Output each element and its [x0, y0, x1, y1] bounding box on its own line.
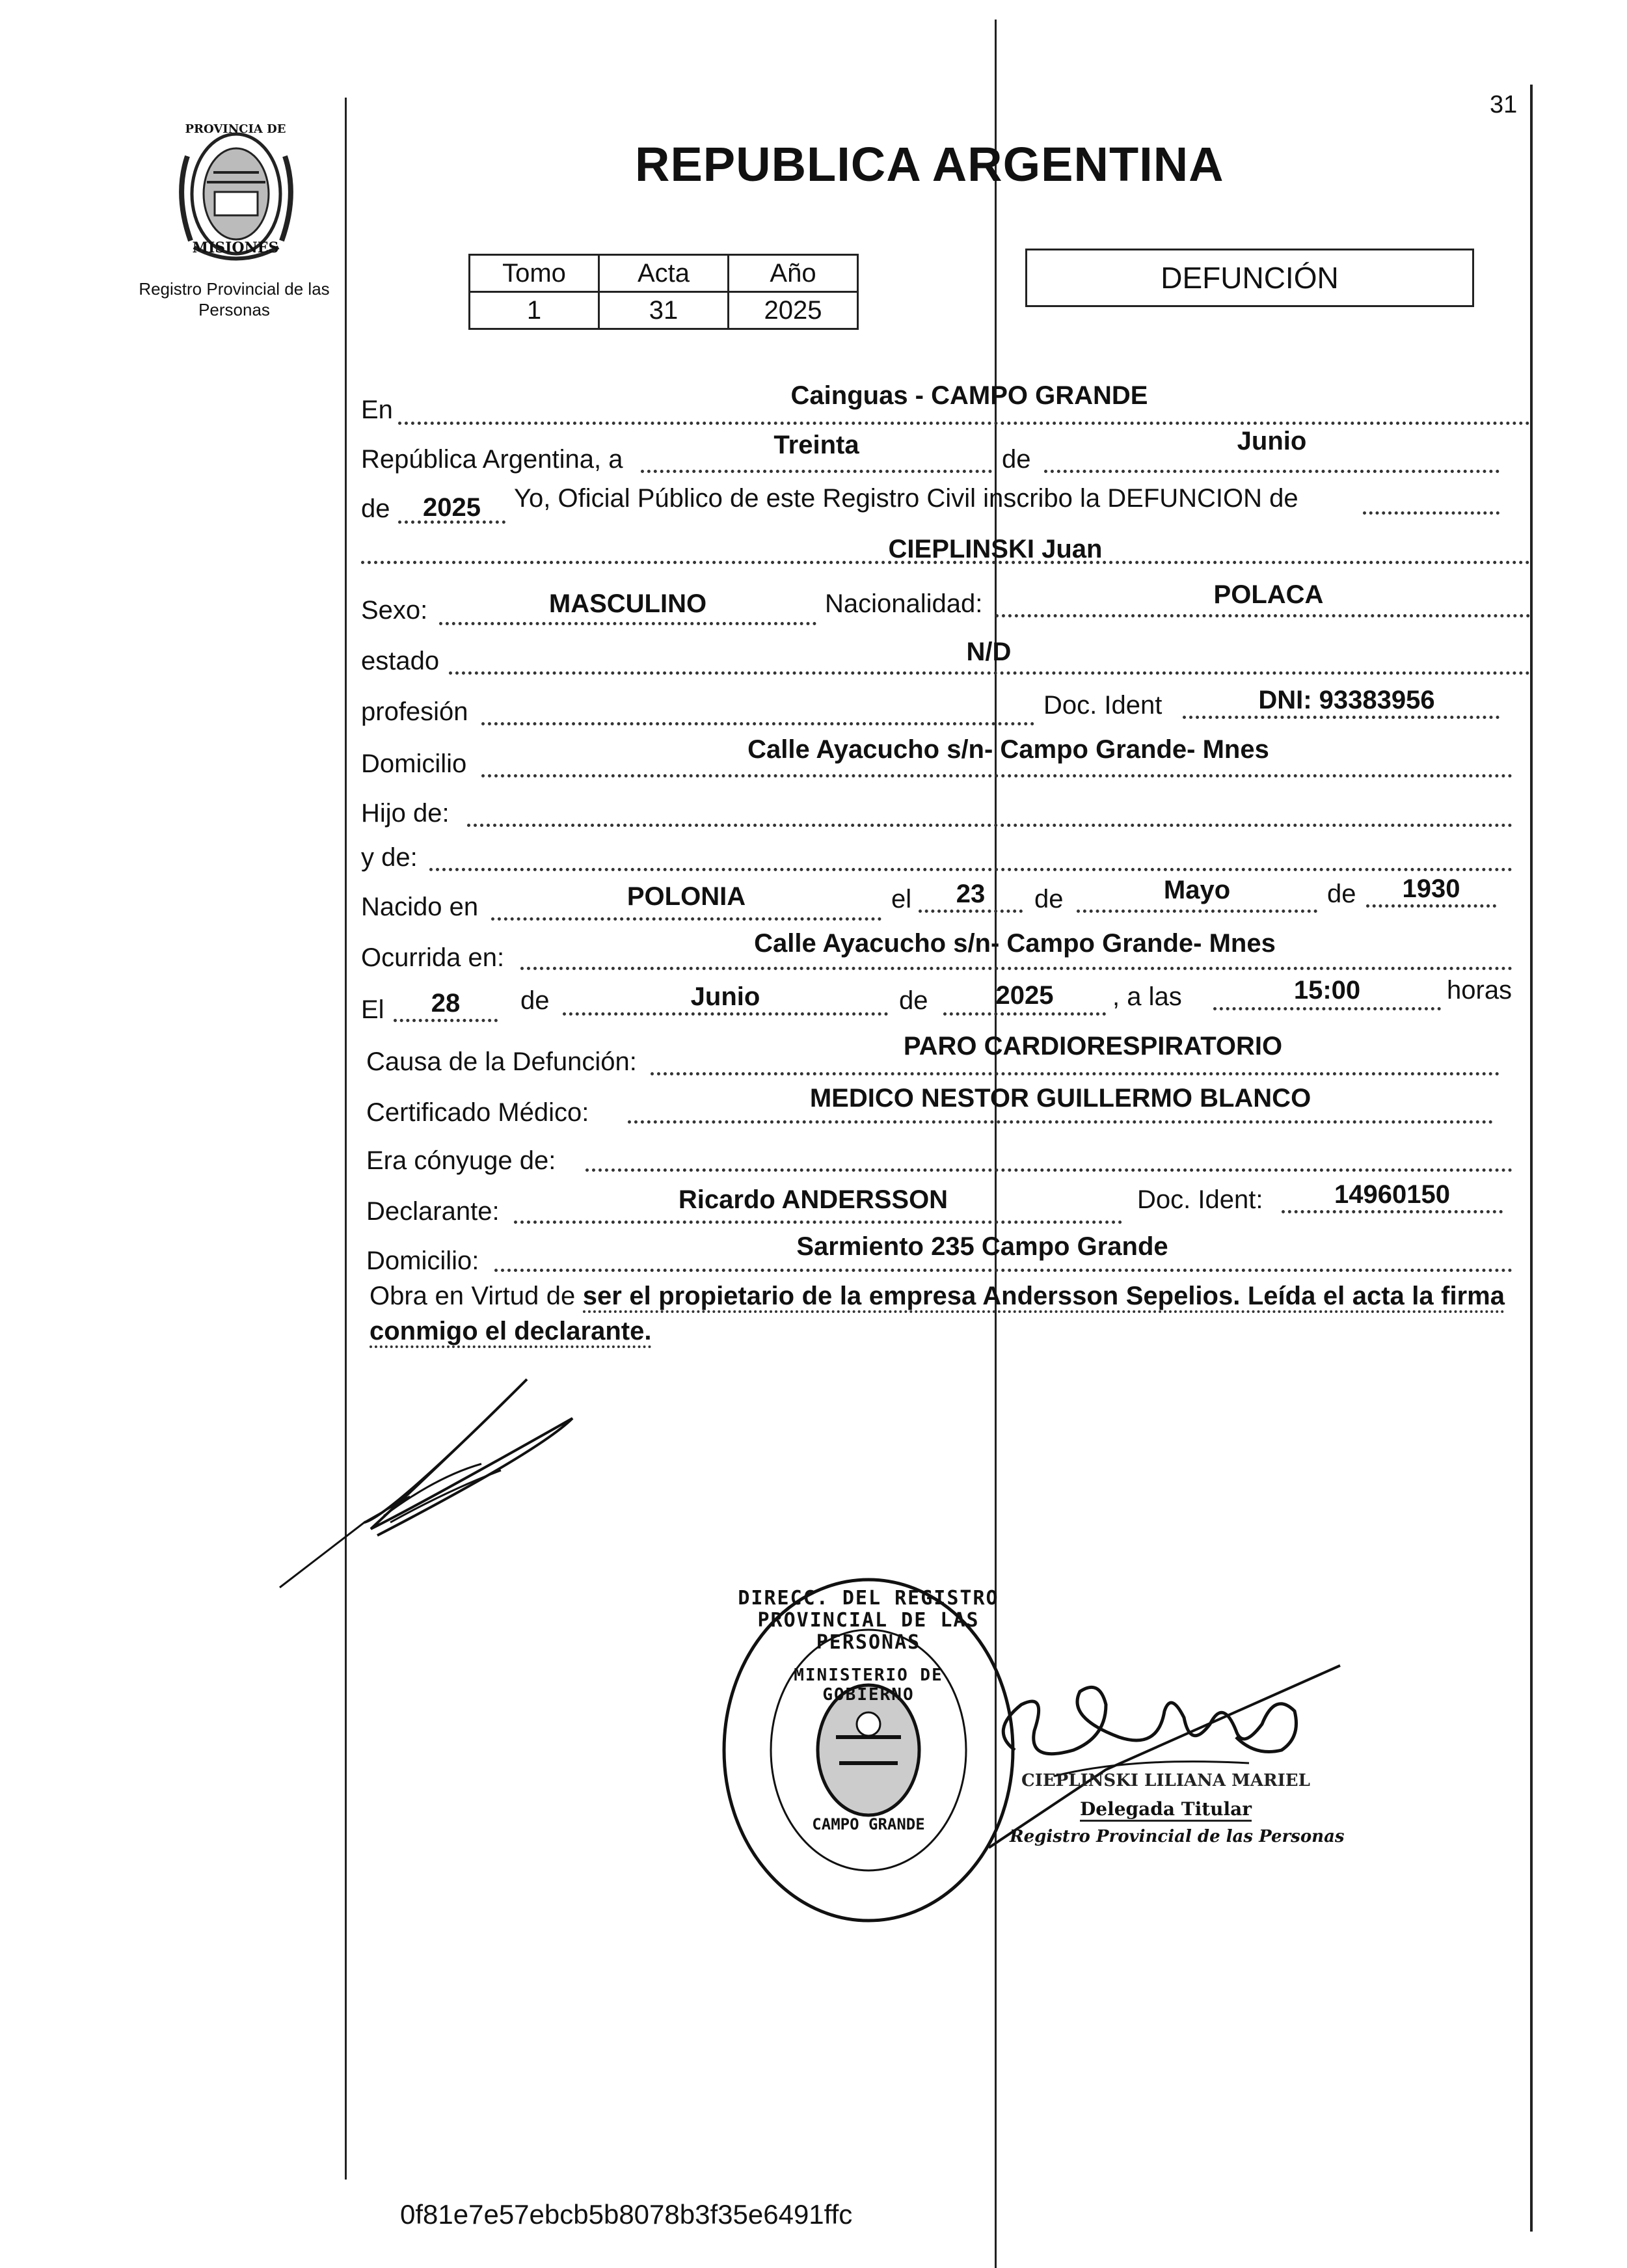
official-office: Registro Provincial de las Personas: [1010, 1827, 1345, 1846]
nacido-line: [491, 917, 881, 921]
nac-de2-label: de: [1327, 880, 1356, 908]
nac-dia-value: 23: [956, 880, 986, 908]
table-header-anio: Año: [729, 255, 858, 292]
registry-name: Registro Provincial de las Personas: [139, 279, 330, 319]
sexo-line: [439, 622, 816, 625]
nacionalidad-value: POLACA: [1213, 580, 1324, 609]
causa-value: PARO CARDIORESPIRATORIO: [903, 1032, 1283, 1060]
emblem-top-text: PROVINCIA DE: [185, 122, 286, 136]
domicilio-value: Calle Ayacucho s/n- Campo Grande- Mnes: [747, 735, 1269, 764]
hijo-line: [467, 824, 1513, 827]
domicilio-line: [481, 774, 1513, 777]
en-label: En: [361, 396, 393, 424]
table-header-acta: Acta: [599, 255, 729, 292]
stamp-outer-text: DIRECC. DEL REGISTRO PROVINCIAL DE LAS PERSONAS: [738, 1587, 999, 1654]
page-number: 31: [1490, 91, 1518, 118]
nac-anio-value: 1930: [1402, 874, 1460, 903]
document-hash: 0f81e7e57ebcb5b8078b3f35e6491ffc: [400, 2199, 853, 2230]
certificado-line: [628, 1120, 1493, 1124]
domicilio2-line: [494, 1269, 1513, 1272]
republica-label: República Argentina, a: [361, 445, 623, 474]
obra-label: Obra en Virtud de: [370, 1282, 576, 1310]
inscribo-line: [1363, 511, 1499, 515]
causa-label: Causa de la Defunción:: [366, 1047, 637, 1076]
certificado-label: Certificado Médico:: [366, 1098, 589, 1127]
nacionalidad-label: Nacionalidad:: [825, 589, 983, 618]
nacido-value: POLONIA: [626, 882, 746, 911]
table-value-tomo: 1: [470, 292, 599, 329]
sexo-label: Sexo:: [361, 596, 428, 625]
domicilio-label: Domicilio: [361, 749, 467, 778]
y-de-label: y de:: [361, 843, 418, 872]
def-anio-value: 2025: [995, 981, 1054, 1010]
declarante-value: Ricardo ANDERSSON: [678, 1185, 948, 1214]
en-line: [398, 422, 1530, 425]
table-value-anio: 2025: [729, 292, 858, 329]
el-label: el: [891, 885, 912, 913]
nac-mes-value: Mayo: [1163, 876, 1231, 904]
profesion-label: profesión: [361, 697, 468, 726]
domicilio2-label: Domicilio:: [366, 1247, 479, 1275]
ocurrida-value: Calle Ayacucho s/n- Campo Grande- Mnes: [754, 929, 1276, 958]
declarant-signature: [267, 1366, 605, 1600]
def-mes-line: [563, 1012, 888, 1016]
estado-label: estado: [361, 647, 440, 675]
table-header-tomo: Tomo: [470, 255, 599, 292]
def-de-label: de: [520, 986, 550, 1015]
declarante-label: Declarante:: [366, 1197, 500, 1226]
inscribo-text: Yo, Oficial Público de este Registro Civil inscribo la DEFUNCION de: [514, 484, 1298, 513]
emblem-bottom-text: MISIONES: [192, 239, 279, 256]
stamp-bottom-text: CAMPO GRANDE: [812, 1815, 925, 1833]
anio-value: 2025: [423, 493, 481, 522]
nac-dia-line: [919, 910, 1023, 913]
table-value-acta: 31: [599, 292, 729, 329]
nac-de-label: de: [1034, 885, 1064, 913]
doc-ident-label: Doc. Ident: [1043, 691, 1163, 720]
domicilio2-value: Sarmiento 235 Campo Grande: [796, 1232, 1168, 1261]
right-margin-line: [1530, 85, 1533, 2232]
estado-value: N/D: [966, 638, 1012, 666]
nacido-label: Nacido en: [361, 893, 479, 921]
de-label: de: [1002, 445, 1031, 474]
register-table: [468, 254, 859, 330]
doc-ident-value: DNI: 93383956: [1258, 686, 1435, 714]
def-mes-value: Junio: [690, 982, 760, 1011]
de-anio-label: de: [361, 494, 390, 523]
estado-line: [449, 671, 1530, 675]
certificado-value: MEDICO NESTOR GUILLERMO BLANCO: [809, 1084, 1311, 1113]
official-name: CIEPLINSKI LILIANA MARIEL: [1021, 1771, 1310, 1790]
doc-ident2-line: [1282, 1210, 1503, 1213]
mes-value: Junio: [1237, 427, 1307, 455]
nac-anio-line: [1366, 904, 1496, 908]
official-role: Delegada Titular: [1080, 1798, 1252, 1822]
document-type-box: DEFUNCIÓN: [1025, 249, 1474, 307]
horas-label: horas: [1447, 976, 1513, 1005]
y-de-line: [429, 868, 1513, 871]
sexo-value: MASCULINO: [548, 589, 707, 618]
page-title: REPUBLICA ARGENTINA: [635, 137, 1224, 191]
left-margin-line: [345, 98, 347, 2180]
profesion-line: [481, 722, 1034, 725]
conyuge-line: [585, 1168, 1513, 1172]
a-las-label: , a las: [1112, 982, 1182, 1011]
declarante-line: [514, 1221, 1122, 1224]
deceased-name: CIEPLINSKI Juan: [888, 535, 1103, 563]
doc-ident2-label: Doc. Ident:: [1137, 1185, 1263, 1214]
ocurrida-line: [520, 967, 1513, 970]
stamp-inner-text: MINISTERIO DE GOBIERNO: [794, 1666, 943, 1705]
el2-label: El: [361, 995, 384, 1024]
dia-line: [641, 470, 992, 473]
causa-line: [651, 1072, 1499, 1075]
nacionalidad-line: [995, 614, 1530, 617]
hora-value: 15:00: [1293, 976, 1361, 1005]
doc-ident-line: [1183, 716, 1499, 719]
nac-mes-line: [1077, 910, 1317, 913]
obra-value: ser el propietario de la empresa Andersson Sepelios. Leída el acta la firma conmigo el declarante.: [370, 1282, 1505, 1348]
ocurrida-label: Ocurrida en:: [361, 943, 505, 972]
hora-line: [1213, 1007, 1441, 1010]
doc-ident2-value: 14960150: [1334, 1180, 1450, 1209]
def-anio-line: [943, 1012, 1106, 1016]
def-de2-label: de: [899, 986, 928, 1015]
def-dia-value: 28: [431, 989, 461, 1018]
mes-line: [1044, 470, 1499, 473]
conyuge-label: Era cónyuge de:: [366, 1146, 556, 1175]
en-value: Cainguas - CAMPO GRANDE: [790, 381, 1148, 410]
dia-value: Treinta: [773, 431, 859, 459]
def-dia-line: [394, 1019, 498, 1022]
obra-paragraph: [370, 1278, 1505, 1349]
hijo-label: Hijo de:: [361, 799, 450, 828]
